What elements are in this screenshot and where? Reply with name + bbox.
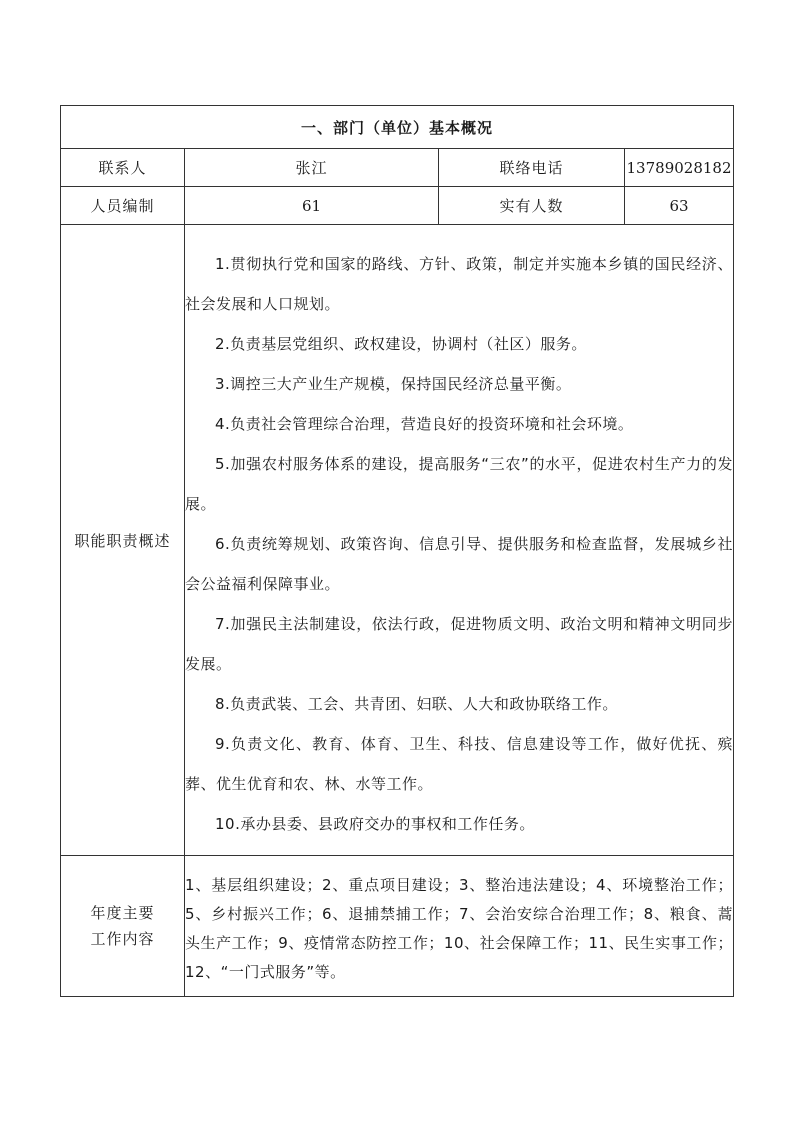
staffing-row (61, 187, 734, 225)
contact-phone-label: 联络电话 (439, 149, 625, 187)
annual-work-text: 1、基层组织建设；2、重点项目建设；3、整治违法建设；4、环境整治工作；5、乡村振兴工作；6、退捕禁捕工作；7、会治安综合治理工作；8、粮食、蒿头生产工作；9、疫情常态防控工作；10、社会保障工作；11、民生实事工作；12、“一门式服务”等。 (185, 876, 734, 981)
annual-label-line2: 工作内容 (90, 930, 155, 948)
staffing-quota-value: 61 (185, 187, 439, 225)
staffing-actual-label: 实有人数 (439, 187, 625, 225)
duty-item: 2.负责基层党组织、政权建设，协调村（社区）服务。 (215, 335, 587, 353)
duties-label: 职能职责概述 (61, 225, 185, 856)
duty-item: 6.负责统筹规划、政策咨询、信息引导、提供服务和检查监督，发展城乡社会公益福利保障事业。 (185, 535, 734, 593)
duty-item: 10.承办县委、县政府交办的事权和工作任务。 (215, 815, 535, 833)
duty-item: 7.加强民主法制建设，依法行政，促进物质文明、政治文明和精神文明同步发展。 (185, 615, 734, 673)
annual-row (61, 856, 734, 997)
duties-row (61, 225, 734, 856)
annual-label-line1: 年度主要 (90, 904, 155, 922)
contact-row (61, 149, 734, 187)
duty-item: 9.负责文化、教育、体育、卫生、科技、信息建设等工作，做好优抚、殡葬、优生优育和农、林、水等工作。 (185, 735, 734, 793)
duty-item: 4.负责社会管理综合治理，营造良好的投资环境和社会环境。 (215, 415, 634, 433)
contact-phone-value: 13789028182 (625, 149, 734, 187)
section-title: 一、部门（单位）基本概况 (61, 106, 734, 149)
duty-item: 3.调控三大产业生产规模，保持国民经济总量平衡。 (215, 375, 572, 393)
contact-name-value: 张江 (185, 149, 439, 187)
duties-content (185, 225, 734, 856)
annual-label (61, 856, 185, 997)
duty-item: 1.贯彻执行党和国家的路线、方针、政策，制定并实施本乡镇的国民经济、社会发展和人口规划。 (185, 255, 734, 313)
staffing-quota-label: 人员编制 (61, 187, 185, 225)
basic-info-table (60, 105, 734, 997)
contact-name-label: 联系人 (61, 149, 185, 187)
annual-content (185, 856, 734, 997)
duty-item: 5.加强农村服务体系的建设，提高服务“三农”的水平，促进农村生产力的发展。 (185, 455, 734, 513)
staffing-actual-value: 63 (625, 187, 734, 225)
duty-item: 8.负责武装、工会、共青团、妇联、人大和政协联络工作。 (215, 695, 618, 713)
duty-list (185, 244, 733, 844)
